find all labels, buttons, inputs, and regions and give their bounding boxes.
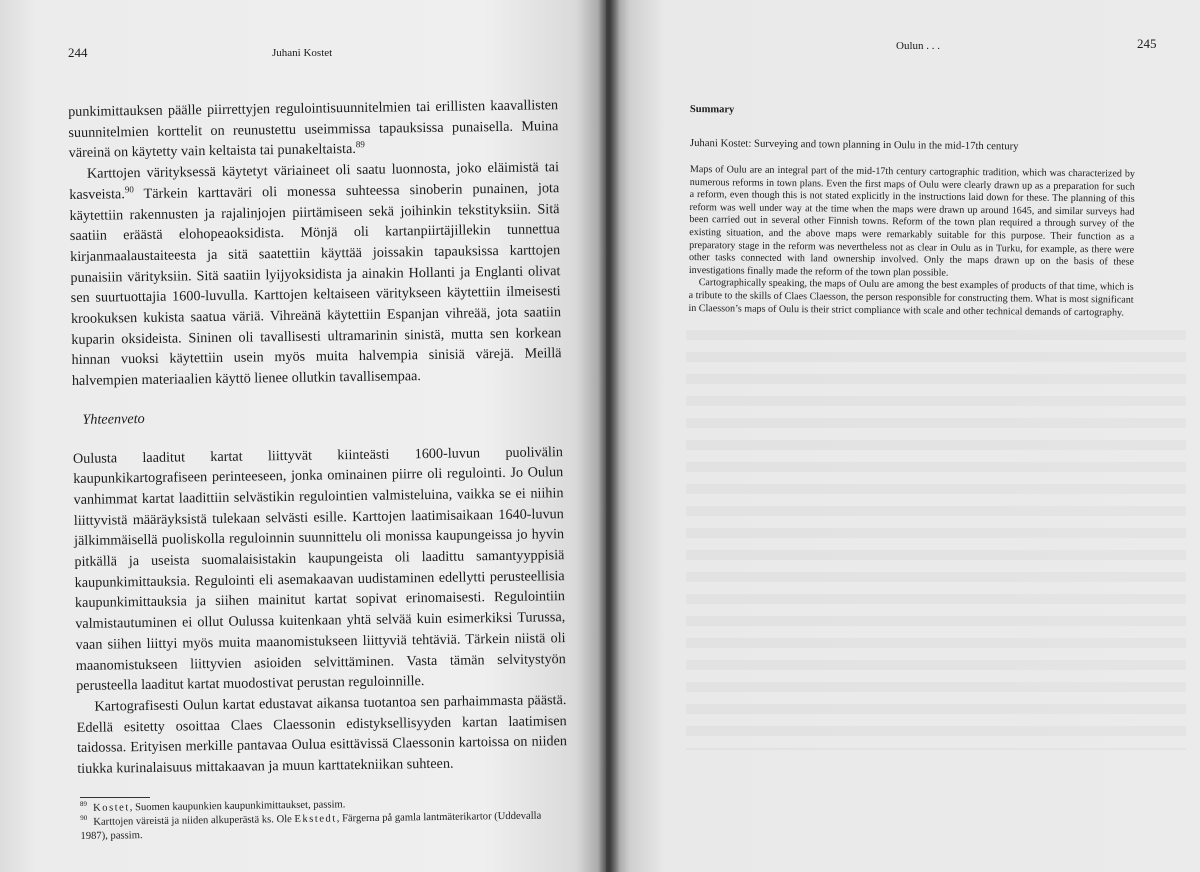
- right-page: [606, 0, 1200, 872]
- left-body-text: [68, 95, 567, 780]
- footnote-89-text: , Suomen kaupunkien kaupunkimittaukset, passim.: [129, 799, 346, 814]
- body-paragraph-2: [69, 157, 562, 392]
- summary-subtitle: Juhani Kostet: Surveying and town planning in Oulu in the mid-17th century: [689, 137, 1019, 153]
- footnote-90-author: Ekstedt: [294, 813, 337, 826]
- footnote-rule: [80, 797, 150, 798]
- footnote-ref-90: 90: [124, 184, 134, 195]
- english-paragraph-2: Cartographically speaking, the maps of Oulu are among the best examples of products of that time, which is a tribute to the skills of Claes Claesson, the person responsible for constructing them. What is most significant in Claesson’s maps of Oulu is their strict compliance with scale and other technical demands of cartography.: [688, 277, 1134, 319]
- footnote-ref-89: 89: [355, 139, 365, 150]
- left-page-number: 244: [68, 45, 88, 60]
- body-paragraph-2-text-b: Tärkein karttaväri oli monessa suhteessa sinoberin punainen, jota käytettiin rakennusten ja rajalinjojen piirtämiseen sekä joihinkin tekstityksiin. Sitä saatiin eräästä elohopeaoksidista. Mönjä oli kartanpiirtäjillekin tunnettua kirjanmaalaustaiteesta ja sitä saatettiin käyttää joissakin tapauksissa karttojen punaisiin värityksiin. Sitä saatiin lyijyoksidista ja ainakin Hollanti ja Englanti olivat sen suurtuottajia 1600-luvulla. Karttojen keltaiseen väritykseen käytettiin ilmeisesti krookuksen kukista saatua väriä. Vihreänä käytettiin Espanjan vihreää, jota saatiin kuparin oksideista. Sininen oli tavallisesti ultramarinin sinistä, mutta sen korkean hinnan vuoksi käytettiin usein myös muita halvempia sinisiä värejä. Meillä halvempien materiaalien käyttö lienee ollutkin tavallisempaa.: [69, 179, 562, 390]
- footnote-90-text-b: , Färgerna på gamla lantmäterikartor (Uddevalla 1987), passim.: [80, 810, 542, 842]
- body-paragraph-1: [68, 95, 559, 164]
- summary-paragraph-1: Oulusta laaditut kartat liittyvät kiinteästi 1600-luvun puolivälin kaupunkikartografiseen perinteeseen, jonka ominainen piirre oli regulointi. Jo Oulun vanhimmat kartat laadittiin selvästikin regulointien valmisteluina, vaikka se ei niihin liittyvistä määräyksistä tulekaan selvästi esille. Karttojen laatimisaikaan 1640-luvun jälkimmäisellä puoliskolla reguloinnin suunnittelu oli monissa kaupungeissa jo hyvin pitkällä ja useista suomalaisistakin kaupungeista oli laadittu samantyyppisiä kaupunkimittauksia. Regulointi eli asemakaavan uudistaminen edellytti perusteellisia kaupunkimittauksia ja siihen mainitut kartat sopivat erinomaisesti. Regulointiin valmistautuminen ei ollut Oulussa kuitenkaan yhtä selvää kuin esimerkiksi Turussa, vaan siihen liittyi myös muita maanomistukseen liittyviä tehtäviä. Tärkein niistä oli maanomistukseen liittyvien asioiden selvittäminen. Vasta tämän selvitystyön perusteella laaditut kartat muodostivat perustan reguloinnille.: [72, 443, 566, 695]
- footnote-90-number: 90: [80, 814, 88, 823]
- summary-heading: Summary: [689, 104, 735, 116]
- body-paragraph-2-text-a: Karttojen värityksessä käytetyt väriaineet oli saatu luonnosta, joko eläimistä tai kasveista.: [69, 159, 560, 203]
- right-page-number: 245: [1137, 36, 1157, 51]
- left-running-head: Juhani Kostet: [272, 47, 333, 59]
- english-paragraph-1: Maps of Oulu are an integral part of the mid-17th century cartographic tradition, which was characterized by numerous reforms in town plans. Even the first maps of Oulu were clearly drawn up as a preparation for such a reform, even though this is not stated explicitly in the instructions laid down for these. The planning of this reform was well under way at the time when the maps were drawn up around 1645, and similar surveys had been carried out in several other Finnish towns. Reform of the town plan required a through survey of the existing situation, and the above maps were remarkably suitable for this purpose. Their function as a preparatory stage in the reform was nevertheless not as clear in Oulu as in Turku, for example, as there were other tasks connected with land ownership involved. Only the maps drawn up on the basis of these investigations finally made the reform of the town plan possible.: [688, 164, 1135, 279]
- summary-paragraph-2: Kartografisesti Oulun kartat edustavat aikansa tuotantoa sen parhaimmasta päästä. Edellä esitetty osoittaa Claes Claessonin edistyksellisyyden kartan laatimisen taidossa. Erityisen merkille pantavaa Oulua esittävissä Claessonin kartoissa on niiden tiukka kurinalaisuus mittakaavan ja muun karttatekniikan suhteen.: [76, 692, 568, 778]
- footnote-89-author: Kostet: [93, 802, 130, 814]
- footnote-89-number: 89: [79, 800, 88, 809]
- summary-body: [688, 164, 1135, 320]
- body-paragraph-1-text: punkimittauksen päälle piirrettyjen regulointisuunnitelmien tai erillisten kaavallisten suunnitelmien korttelit on reunustettu useimmissa tapauksissa punaisella. Muina väreinä on käytetty vain keltaista tai punakeltaista.: [68, 97, 559, 162]
- footnote-90: [80, 809, 570, 844]
- show-through-shadow: [686, 330, 1186, 750]
- footnotes: [80, 795, 571, 844]
- right-running-head: Oulun . . .: [896, 40, 940, 52]
- footnote-90-text-a: Karttojen väreistä ja niiden alkuperästä ks. Ole: [93, 814, 295, 828]
- section-heading-yhteenveto: Yhteenveto: [82, 410, 145, 428]
- book-gutter: [598, 0, 620, 872]
